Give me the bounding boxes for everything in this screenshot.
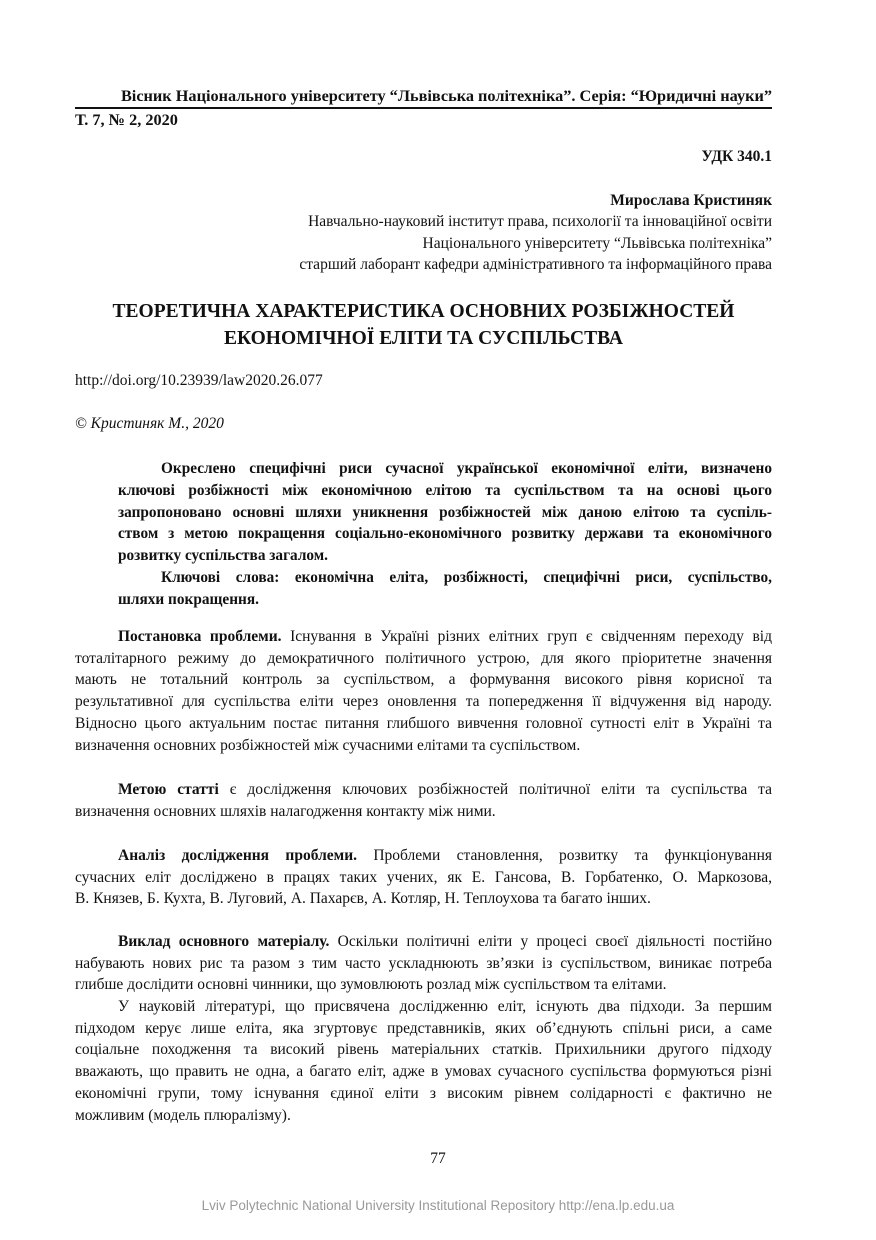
paragraph-lead: Виклад основного матеріалу. xyxy=(118,933,330,950)
title-line: ЕКОНОМІЧНОЇ ЕЛІТИ ТА СУСПІЛЬСТВА xyxy=(223,328,624,349)
text-line xyxy=(118,480,772,502)
text-line xyxy=(75,931,772,953)
text-line xyxy=(75,867,772,889)
line-text: запропоновано основні шляхи уникнення розбіжностей між даною елітою та суспіль- xyxy=(118,503,772,521)
text-line xyxy=(75,691,772,713)
text-line xyxy=(118,589,772,611)
udc-code: УДК 340.1 xyxy=(701,148,772,165)
line-text: Ключові слова: економічна еліта, розбіжності, специфічні риси, суспільство, xyxy=(161,568,772,586)
paragraph-aim xyxy=(75,779,772,822)
text-line xyxy=(75,669,772,691)
line-text: У науковій літературі, що присвячена дослідженню еліт, існують два підходи. За першим xyxy=(118,998,772,1015)
line-text: сучасних еліт досліджено в працях таких учених, як Е. Гансова, В. Горбатенко, О. Маркозова, xyxy=(75,868,772,886)
line-text: Відносно цього актуальним постає питання глибшого вивчення головної сутності еліт в Україні та xyxy=(75,714,772,732)
line-text: визначення основних розбіжностей між сучасними елітами та суспільством. xyxy=(75,736,581,754)
text-line xyxy=(75,1061,772,1083)
text-line xyxy=(75,713,772,735)
line-text: глибше дослідити основні чинники, що зумовлюють розлад між суспільством та елітами. xyxy=(75,976,667,994)
author-name: Мирослава Кристиняк xyxy=(610,192,772,209)
doi-link[interactable]: http://doi.org/10.23939/law2020.26.077 xyxy=(75,372,323,389)
text-line xyxy=(75,953,772,975)
line-text: результативної для суспільства еліти через оновлення та попередження її відчуження від народу. xyxy=(75,693,772,711)
author-affiliation xyxy=(299,211,772,276)
line-text: ством з метою покращення соціально-економічного розвитку держави та економічного xyxy=(118,525,772,543)
line-text: Оскільки політичні еліти у процесі своєї діяльності постійно xyxy=(329,933,772,950)
text-line xyxy=(75,626,772,648)
line-text: соціальне походження та високий рівень матеріальних статків. Прихильники другого підходу xyxy=(75,1041,772,1059)
affiliation-line: Навчально-науковий інститут права, психології та інноваційної освіти xyxy=(308,213,772,230)
affiliation-line: Національного університету “Львівська політехніка” xyxy=(422,234,772,252)
text-line xyxy=(75,1039,772,1061)
affiliation-line: старший лаборант кафедри адміністративного та інформаційного права xyxy=(299,256,772,274)
text-line xyxy=(75,1083,772,1105)
title-line: ТЕОРЕТИЧНА ХАРАКТЕРИСТИКА ОСНОВНИХ РОЗБІЖНОСТЕЙ xyxy=(112,301,735,322)
text-line xyxy=(118,523,772,545)
paragraph-main-material xyxy=(75,931,772,996)
page-number: 77 xyxy=(430,1150,446,1167)
text-line xyxy=(75,1105,772,1127)
line-text: розвитку суспільства загалом. xyxy=(118,547,328,565)
header-divider xyxy=(75,107,772,109)
line-text: Існування в Україні різних елітних груп є свідченням переходу від xyxy=(281,628,772,645)
line-text: Окреслено специфічні риси сучасної української економічної еліти, визначено xyxy=(161,460,772,477)
text-line xyxy=(75,735,772,757)
text-line xyxy=(75,974,772,996)
line-text: ключові розбіжності між економічною елітою та суспільством та на основі цього xyxy=(118,481,772,499)
repository-footer: Lviv Polytechnic National University Institutional Repository http://ena.lp.edu.ua xyxy=(201,1198,675,1213)
line-text: мають не тотальний контроль за суспільством, а формування високого рівня корисної та xyxy=(75,671,772,689)
line-text: Проблеми становлення, розвитку та функціонування xyxy=(357,847,772,864)
text-line xyxy=(75,888,772,910)
article-title xyxy=(75,298,772,352)
text-line xyxy=(75,779,772,801)
line-text: економічні групи, тому існування єдиної еліти з високим рівнем солідарності є фактично не xyxy=(75,1084,772,1102)
volume-info: Т. 7, № 2, 2020 xyxy=(75,110,178,129)
paragraph-analysis xyxy=(75,845,772,910)
journal-header: Вісник Національного університету “Львівська політехніка”. Серія: “Юридичні науки” xyxy=(120,86,772,105)
text-line xyxy=(75,801,772,823)
text-line xyxy=(118,545,772,567)
line-text: підходом керує лише еліта, яка згуртовує представників, яких об’єднують спільні риси, а саме xyxy=(75,1019,772,1037)
line-text: є дослідження ключових розбіжностей політичної еліти та суспільства та xyxy=(218,781,772,798)
copyright: © Кристиняк М., 2020 xyxy=(75,415,224,432)
paragraph-lead: Постановка проблеми. xyxy=(118,628,282,645)
text-line xyxy=(118,567,772,589)
paragraph-lead: Аналіз дослідження проблеми. xyxy=(118,847,358,864)
paragraph-problem-statement xyxy=(75,626,772,756)
text-line xyxy=(75,1018,772,1040)
line-text: вважають, що править не одна, а багато еліт, адже в умовах сучасного суспільства формуються різні xyxy=(75,1063,772,1081)
line-text: В. Князев, Б. Кухта, В. Луговий, А. Пахарєв, А. Котляр, Н. Теплоухова та багато інших. xyxy=(75,890,651,908)
text-line xyxy=(75,648,772,670)
text-line xyxy=(75,845,772,867)
line-text: шляхи покращення. xyxy=(118,590,259,608)
line-text: можливим (модель плюралізму). xyxy=(75,1106,291,1124)
paragraph-lead: Метою статті xyxy=(118,781,219,798)
abstract xyxy=(118,458,772,611)
line-text: набувають нових рис та разом з тим часто ускладнюють зв’язки із суспільством, виникає потреба xyxy=(75,954,772,972)
text-line xyxy=(118,502,772,524)
text-line xyxy=(118,458,772,480)
line-text: визначення основних шляхів налагодження контакту між ними. xyxy=(75,802,496,820)
paragraph-approaches xyxy=(75,996,772,1126)
line-text: тоталітарного режиму до демократичного політичного устрою, для якого пріоритетне значення xyxy=(75,649,772,667)
text-line xyxy=(75,996,772,1018)
